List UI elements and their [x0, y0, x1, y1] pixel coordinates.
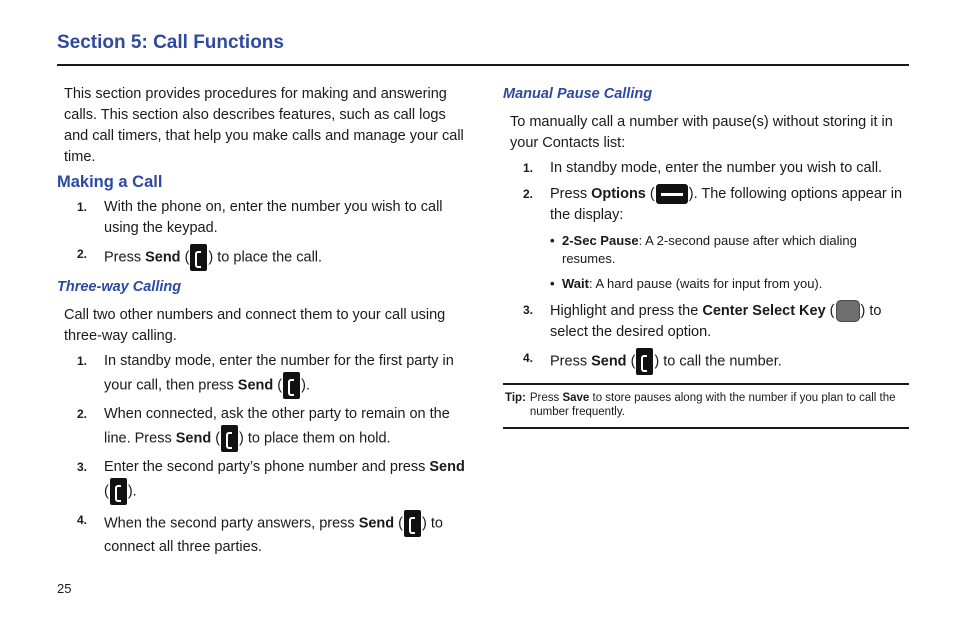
list-item	[57, 404, 467, 452]
options-key-icon	[656, 184, 688, 204]
send-key-icon	[190, 244, 207, 271]
tip-text	[530, 391, 907, 419]
open-paren: (	[645, 186, 655, 202]
step-number: 3.	[77, 460, 88, 474]
step-number: 1.	[77, 354, 88, 368]
three-way-steps	[57, 351, 467, 558]
page-number: 25	[57, 581, 72, 596]
step-text: ) to connect all three parties.	[104, 515, 443, 555]
key-name: Send	[358, 515, 395, 532]
open-paren: (	[825, 302, 835, 319]
center-select-key-icon	[836, 300, 860, 322]
open-paren: (	[273, 377, 283, 394]
list-item	[57, 197, 467, 239]
making-call-steps	[57, 197, 467, 271]
step-text: ) to place them on hold.	[239, 430, 391, 447]
pause-options-list	[550, 232, 909, 293]
step-text: ) to place the call.	[208, 249, 323, 266]
key-name: Send	[237, 377, 274, 394]
section-divider	[57, 64, 909, 66]
list-item	[503, 184, 909, 226]
right-column	[503, 84, 909, 429]
option-name: Wait	[562, 276, 589, 291]
send-key-icon	[636, 348, 653, 375]
send-key-icon	[221, 425, 238, 452]
key-name: Send	[591, 353, 627, 370]
manual-pause-steps	[503, 158, 909, 226]
list-item	[503, 300, 909, 343]
heading-making-a-call: Making a Call	[57, 173, 163, 191]
step-number: 2.	[77, 407, 88, 421]
option-desc: : A hard pause (waits for input from you).	[588, 276, 823, 291]
step-text: ) to call the number.	[654, 353, 782, 370]
step-text: ). The following options appear in the display:	[550, 186, 903, 223]
option-name: 2-Sec Pause	[562, 233, 639, 248]
step-text: Press	[104, 249, 146, 266]
option-desc: : A 2-second pause after which dialing resumes.	[562, 233, 857, 266]
section-title: Section 5: Call Functions	[57, 32, 284, 53]
step-number: 1.	[77, 200, 88, 214]
list-item	[503, 348, 909, 375]
open-paren: (	[104, 483, 109, 500]
send-key-icon	[283, 372, 300, 399]
step-text: In standby mode, enter the number for the first party in your call, then press	[104, 353, 454, 394]
tip-key: Save	[562, 392, 590, 404]
step-text: ) to select the desired option.	[550, 302, 882, 340]
key-name: Send	[175, 430, 212, 447]
send-key-icon	[404, 510, 421, 537]
tip-label: Tip:	[505, 392, 526, 404]
three-way-intro: Call two other numbers and connect them to your call using three-way calling.	[64, 307, 446, 344]
open-paren: (	[211, 430, 221, 447]
list-item	[550, 232, 909, 268]
open-paren: (	[626, 353, 636, 370]
step-text: Highlight and press the	[550, 302, 703, 319]
step-number: 4.	[77, 513, 88, 527]
key-name: Send	[145, 249, 181, 266]
key-name: Center Select Key	[702, 302, 826, 319]
step-text: When the second party answers, press	[104, 515, 359, 532]
tip-box	[503, 383, 909, 429]
list-item	[57, 510, 467, 558]
step-number: 3.	[523, 303, 534, 317]
send-key-icon	[110, 478, 127, 505]
step-text: With the phone on, enter the number you wish to call using the keypad.	[104, 199, 443, 236]
tip-post: to store pauses along with the number if you plan to call the number frequently.	[529, 392, 896, 418]
list-item	[503, 158, 909, 179]
step-text: ).	[127, 483, 137, 500]
step-number: 2.	[523, 187, 534, 201]
step-text: ).	[301, 377, 310, 394]
heading-manual-pause-calling: Manual Pause Calling	[503, 86, 653, 102]
list-item	[57, 351, 467, 399]
step-text: Press	[550, 186, 592, 202]
step-text: Enter the second party’s phone number and press	[104, 459, 430, 475]
heading-three-way-calling: Three-way Calling	[57, 279, 182, 295]
list-item	[550, 275, 909, 293]
key-name: Send	[429, 459, 465, 475]
step-text: When connected, ask the other party to remain on the line. Press	[104, 406, 450, 447]
key-name: Options	[591, 186, 646, 202]
intro-paragraph: This section provides procedures for making and answering calls. This section also describes features, such as call logs and call timers, that help you make calls and manage your call time.	[64, 86, 464, 165]
list-item	[57, 244, 467, 271]
step-number: 2.	[77, 247, 88, 261]
step-number: 4.	[523, 351, 534, 365]
step-number: 1.	[523, 161, 534, 175]
step-text: Press	[550, 353, 592, 370]
open-paren: (	[180, 249, 190, 266]
manual-pause-steps-continued	[503, 300, 909, 375]
left-column	[57, 84, 467, 564]
step-text: In standby mode, enter the number you wish to call.	[550, 160, 883, 176]
bullet-icon: •	[550, 276, 555, 291]
tip-pre: Press	[529, 392, 563, 404]
manual-pause-intro: To manually call a number with pause(s) without storing it in your Contacts list:	[510, 114, 893, 151]
open-paren: (	[394, 515, 403, 532]
bullet-icon: •	[550, 233, 555, 248]
list-item	[57, 457, 467, 505]
